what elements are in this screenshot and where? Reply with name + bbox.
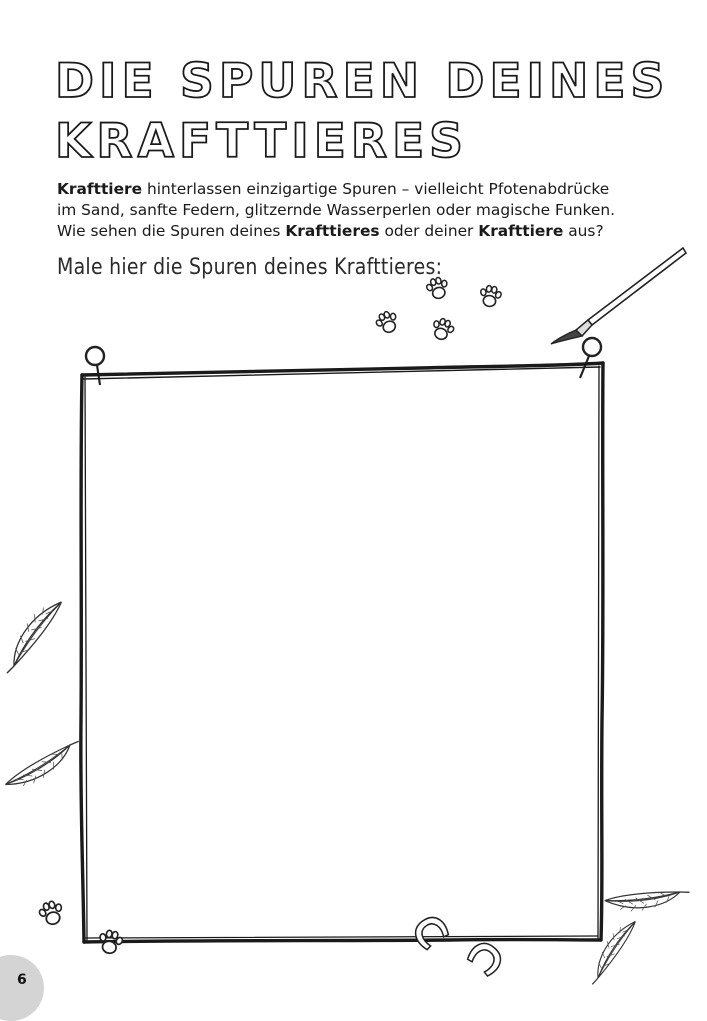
paw-icon bbox=[424, 275, 451, 301]
paintbrush-icon bbox=[551, 248, 686, 344]
feather-icon bbox=[7, 596, 61, 679]
feather-icon bbox=[592, 918, 635, 987]
drawing-area-frame bbox=[81, 363, 603, 942]
drawing-prompt: Male hier die Spuren deines Krafttieres: bbox=[57, 255, 443, 280]
intro-line-2: im Sand, sanfte Federn, glitzernde Wasserperlen oder magische Funken. bbox=[57, 201, 615, 219]
intro-line-3-b: oder deiner bbox=[379, 222, 479, 240]
paw-icon bbox=[478, 284, 504, 308]
intro-keyword: Krafttiere bbox=[57, 180, 143, 198]
intro-line-3-c: aus? bbox=[563, 222, 604, 240]
paw-icon bbox=[36, 899, 66, 928]
intro-keyword: Krafttieres bbox=[285, 222, 380, 240]
feather-icon bbox=[605, 858, 690, 935]
feather-icon bbox=[5, 720, 78, 805]
intro-line-3-a: Wie sehen die Spuren deines bbox=[57, 222, 286, 240]
paw-icon bbox=[373, 308, 402, 336]
paw-icon bbox=[429, 316, 457, 343]
intro-line-1-rest: hinterlassen einzigartige Spuren – vielleicht Pfotenabdrücke bbox=[142, 180, 610, 198]
page-number: 6 bbox=[17, 972, 27, 988]
horseshoe-icon bbox=[410, 912, 450, 951]
page-title-line-2: KRAFTTIERES bbox=[55, 114, 469, 169]
pushpin-icon bbox=[580, 338, 601, 378]
intro-keyword: Krafttiere bbox=[478, 222, 564, 240]
page-title-line-1: DIE SPUREN DEINES bbox=[55, 54, 670, 109]
horseshoe-icon bbox=[466, 938, 506, 978]
